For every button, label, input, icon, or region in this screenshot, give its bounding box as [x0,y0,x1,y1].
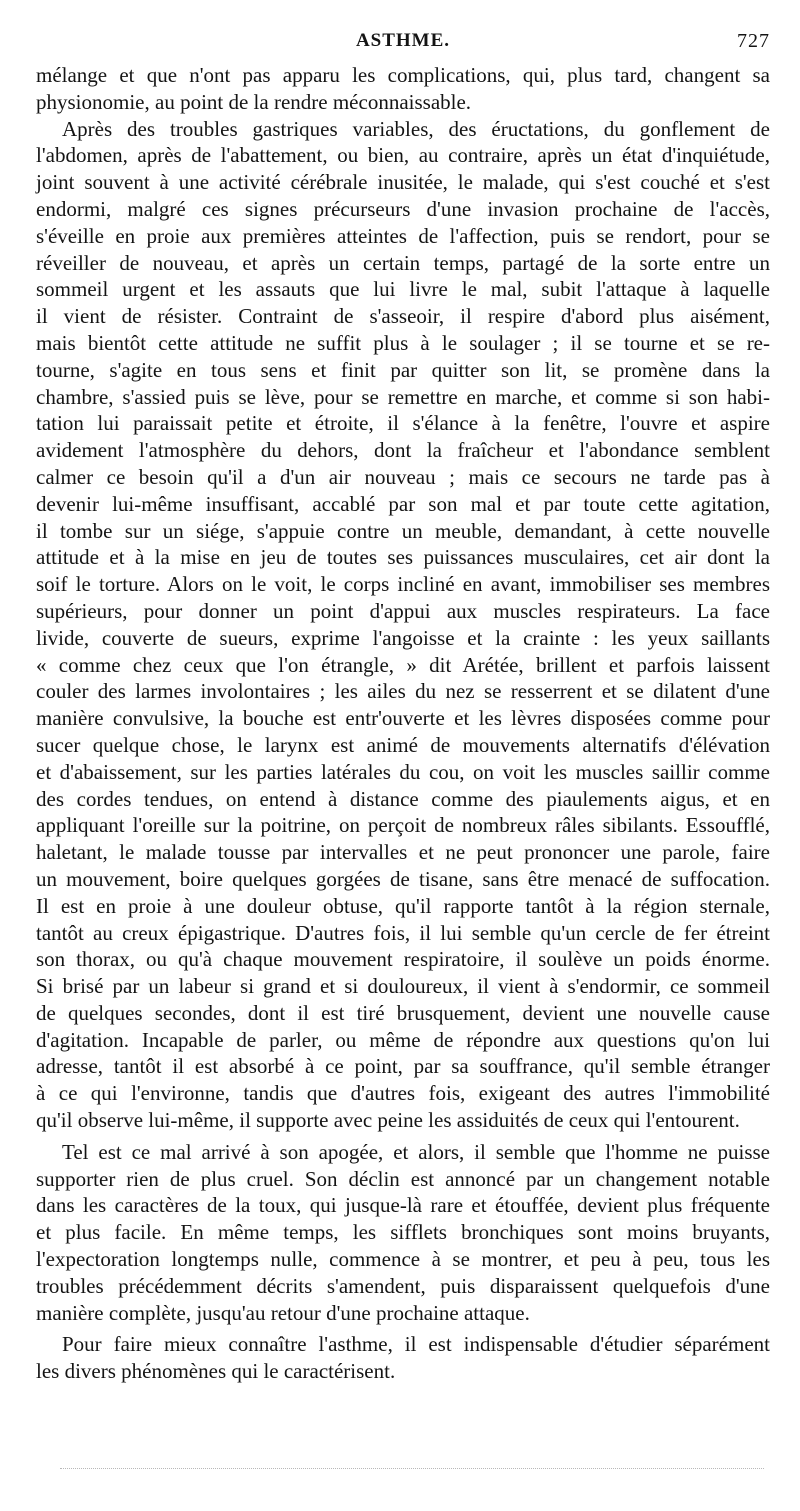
text-line: dans les caractères de la toux, qui jusque-là rare et étouffée, devient plus fréquente [36,1193,770,1218]
paragraph-2 [36,116,770,1134]
text-line: supérieurs, pour donner un point d'appui aux muscles respirateurs. La face [36,598,770,623]
text-line: physionomie, au point de la rendre méconnaissable. [36,89,472,114]
text-line: « comme chez ceux que l'on étrangle, » dit Arétée, brillent et parfois laissent [36,652,770,677]
text-line: les divers phénomènes qui le caractérisent. [36,1359,396,1384]
text-line: joint souvent à une activité cérébrale inusitée, le malade, qui s'est couché et s'est [36,170,770,195]
text-line: il tombe sur un siége, s'appuie contre un meuble, demandant, à cette nouvelle [36,518,770,543]
text-line: chambre, s'assied puis se lève, pour se remettre en marche, et comme si son habi- [36,384,770,409]
text-line: et plus facile. En même temps, les sifflets bronchiques sont moins bruyants, [36,1220,770,1245]
text-line: Si brisé par un labeur si grand et si douloureux, il vient à s'endormir, ce sommeil [36,974,770,999]
text-line: réveiller de nouveau, et après un certain temps, partagé de la sorte entre un [36,250,770,275]
text-line: s'éveille en proie aux premières atteintes de l'affection, puis se rendort, pour se [36,223,770,248]
text-line: tantôt au creux épigastrique. D'autres fois, il lui semble qu'un cercle de fer étreint [36,920,770,945]
text-line: mais bientôt cette attitude ne suffit plus à le soulager ; il se tourne et se re- [36,330,770,355]
text-line: devenir lui-même insuffisant, accablé par son mal et par toute cette agitation, [36,491,770,516]
text-line: il vient de résister. Contraint de s'asseoir, il respire d'abord plus aisément, [36,304,770,329]
text-line: l'abdomen, après de l'abattement, ou bien, au contraire, après un état d'inquiétude, [36,143,770,168]
paragraph-1 [36,62,770,116]
text-line: soif le torture. Alors on le voit, le corps incliné en avant, immobiliser ses membres [36,572,770,597]
running-title: ASTHME. [355,30,451,51]
text-line: livide, couverte de sueurs, exprime l'angoisse et la crainte : les yeux saillants [36,625,770,650]
text-line: des cordes tendues, on entend à distance comme des piaulements aigus, et en [36,786,770,811]
text-line: adresse, tantôt il est absorbé à ce point, par sa souffrance, qu'il semble étranger [36,1054,770,1079]
text-line: haletant, le malade tousse par intervalles et ne peut prononcer une parole, faire [36,840,770,865]
text-line: et d'abaissement, sur les parties latérales du cou, on voit les muscles saillir comme [36,759,770,784]
text-line: d'agitation. Incapable de parler, ou même de répondre aux questions qu'on lui [36,1027,770,1052]
text-line: endormi, malgré ces signes précurseurs d'une invasion prochaine de l'accès, [36,196,770,221]
text-line: Pour faire mieux connaître l'asthme, il est indispensable d'étudier séparément [62,1332,770,1357]
text-line: calmer ce besoin qu'il a d'un air nouveau ; mais ce secours ne tarde pas à [36,464,770,489]
paragraph-4 [36,1331,770,1385]
paragraph-3 [36,1139,770,1327]
text-line: l'expectoration longtemps nulle, commence à se montrer, et peu à peu, tous les [36,1247,770,1272]
text-line: sucer quelque chose, le larynx est animé de mouvements alternatifs d'élévation [36,732,770,757]
text-line: de quelques secondes, dont il est tiré brusquement, devient une nouvelle cause [36,1000,770,1025]
running-head [36,28,770,62]
text-line: son thorax, ou qu'à chaque mouvement respiratoire, il soulève un poids énorme. [36,947,770,972]
text-line: qu'il observe lui-même, il supporte avec peine les assiduités de ceux qui l'entourent. [36,1108,740,1133]
text-line: tation lui paraissait petite et étroite, il s'élance à la fenêtre, l'ouvre et aspire [36,411,770,436]
text-line: appliquant l'oreille sur la poitrine, on perçoit de nombreux râles sibilants. Essoufflé, [36,813,770,838]
text-line: manière convulsive, la bouche est entr'ouverte et les lèvres disposées comme pour [36,706,770,731]
text-line: Tel est ce mal arrivé à son apogée, et alors, il semble que l'homme ne puisse [62,1139,770,1164]
text-line: mélange et que n'ont pas apparu les complications, qui, plus tard, changent sa [36,63,770,87]
page-number: 727 [737,30,770,52]
text-line: sommeil urgent et les assauts que lui livre le mal, subit l'attaque à laquelle [36,277,770,302]
text-line: couler des larmes involontaires ; les ailes du nez se resserrent et se dilatent d'une [36,679,770,704]
text-line: avidement l'atmosphère du dehors, dont la fraîcheur et l'abondance semblent [36,438,770,463]
text-line: tourne, s'agite en tous sens et finit par quitter son lit, se promène dans la [36,357,770,382]
book-page [36,28,770,1385]
text-line: supporter rien de plus cruel. Son déclin est annoncé par un changement notable [36,1166,770,1191]
body-text [36,62,770,1385]
text-line: à ce qui l'environne, tandis que d'autres fois, exigeant des autres l'immobilité [36,1081,770,1106]
text-line: troubles précédemment décrits s'amendent, puis disparaissent quelquefois d'une [36,1273,770,1298]
text-line: manière complète, jusqu'au retour d'une prochaine attaque. [36,1300,530,1325]
text-line: Après des troubles gastriques variables, des éructations, du gonflement de [62,116,770,141]
text-line: un mouvement, boire quelques gorgées de tisane, sans être menacé de suffocation. [36,866,770,891]
text-line: Il est en proie à une douleur obtuse, qu'il rapporte tantôt à la région sternale, [36,893,770,918]
bottom-rule [60,1468,764,1469]
text-line: attitude et à la mise en jeu de toutes ses puissances musculaires, cet air dont la [36,545,770,570]
